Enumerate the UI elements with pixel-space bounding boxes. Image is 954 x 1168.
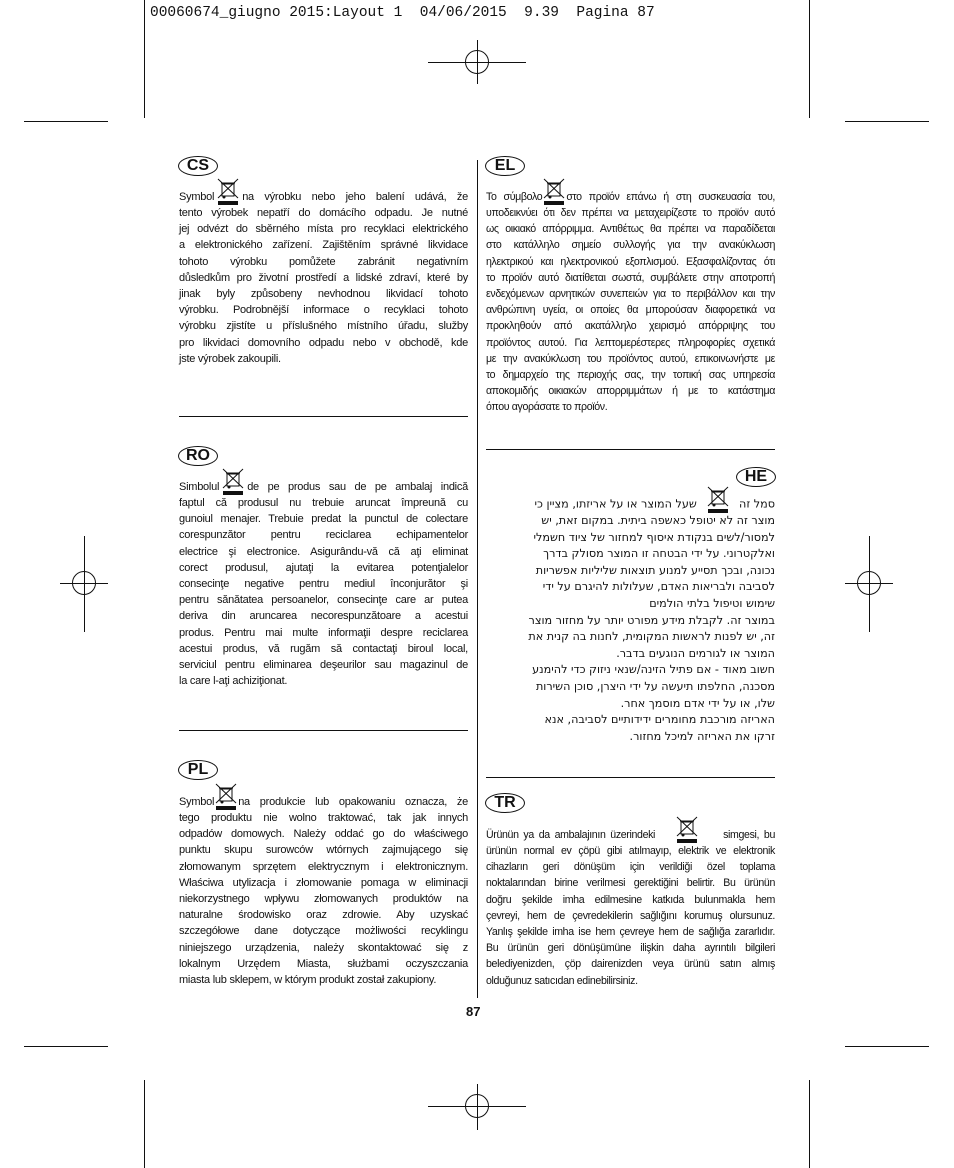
text-line: corect produsul, ajutaţi la evitarea potenţialelor (179, 561, 468, 574)
section-divider (486, 777, 775, 778)
text-line: במוצר זה. לקבלת מידע מפורט יותר על מחזור מוצר (528, 613, 775, 627)
text-line: המוצר או לגורמים הנוגעים בדבר. (616, 646, 775, 660)
language-badge-ro: RO (178, 446, 218, 466)
text-line: produs. Pentru mai multe informaţii despre reciclarea (179, 626, 468, 639)
text-line: το δημαρχείο της περιοχής σας, την τοπική σας υπηρεσία (486, 369, 775, 382)
text-line: ואלקטרוני. על ידי הבטחה זו המוצר מסולק בדרך (543, 547, 775, 561)
language-badge-tr: TR (485, 793, 525, 813)
text-line: υποδεικνύει ότι δεν πρέπει να μεταχειρίζεστε το προϊόν αυτό (486, 207, 775, 219)
text-line: la care l-aţi achiziţionat. (179, 675, 288, 688)
text-line: důsledkům pro životní prostředí a lidské zdraví, které by (179, 271, 468, 284)
text-line: odpadów domowych. Należy oddać go do właściwego (179, 828, 468, 841)
text-line: ürünün normal ev çöpü gibi atılmayıp, elektrik ve elektronik (486, 845, 775, 857)
section-divider (486, 449, 775, 450)
text-line: çevreyi, hem de çevredekilerin sağlığını korumuş olursunuz. (486, 909, 775, 922)
text-line: lokalnym Urzędem Miasta, służbami oczyszczania (179, 957, 468, 970)
text-line: miasta lub sklepem, w którym produkt został zakupiony. (179, 974, 437, 987)
text-line: למסור/לשים בנקודת איסוף למחזור של ציוד חשמלי (533, 530, 775, 544)
section-tr (486, 815, 775, 989)
text-line: tento výrobek nepatří do domácího odpadu. Je nutné (179, 207, 468, 219)
text-line: electrice şi electronice. Asigurându-vă că aţi eliminat (179, 545, 468, 558)
text-line: שימוש וטיפול בלתי הולמים (649, 596, 775, 610)
text-line: niekorzystnego wpływu złomowanych produktów na (179, 893, 468, 906)
text-line: Bu ürünün geri dönüşümüne ilişkin daha ayrıntılı bilgileri (486, 942, 775, 955)
text-line: olduğunuz satıcıdan edinebilirsiniz. (486, 974, 638, 987)
text-line: חשוב מאוד - אם פתיל הזינה/שנאי ניזוק כדי להימנע (532, 663, 775, 677)
language-badge-pl: PL (178, 760, 218, 780)
column-divider (477, 160, 478, 998)
text-line: Właściwa utylizacja i złomowanie pomaga w eliminacji (179, 876, 468, 889)
crossed-out-wheelie-bin-icon (706, 485, 730, 513)
section-el (486, 177, 775, 416)
language-badge-el: EL (485, 156, 525, 176)
text-line: naturalne środowisko oraz zdrowie. Aby uzyskać (179, 909, 468, 922)
text-line: deriva din aruncarea necorespunzătoare a acestui (179, 610, 468, 623)
text-line: punktu skupu surowców wtórnych zajmującego się (179, 844, 468, 857)
text-line: výrobku. Podrobnější informace o recyklaci tohoto (179, 304, 468, 317)
crossed-out-wheelie-bin-icon (675, 815, 699, 843)
text-line: נכונה, ובכך תסייע למנוע תוצאות שליליות אפשריות (535, 563, 775, 577)
text-line: όπου αγοράσατε το προϊόν. (486, 401, 608, 414)
text-line: acestui produs, vă rugăm să contactaţi biroul local, (179, 642, 468, 655)
he-first-line: סמל זה שעל המוצר או על אריזתו, מציין כי (486, 485, 775, 513)
text-line: ως οικιακό απόρριμμα. Αντιθέτως θα πρέπει να παραδίδεται (486, 223, 775, 236)
text-line: מסכנה, החלפתו תיעשה על ידי היצרן, סוכן השירות (535, 679, 775, 693)
text-line: ενδεχόμενων αρνητικών συνεπειών για το περιβάλλον και την (486, 288, 775, 301)
text-line: jinak byly způsobeny nevhodnou likvidací tohoto (179, 288, 468, 301)
text-line: מוצר זה לא יטופל כאשפה ביתית. במקום זאת, יש (541, 514, 775, 527)
text-line: לסביבה ולבריאות האדם, שעלולות להיגרם על ידי (542, 580, 775, 594)
crop-registration-mark-icon (465, 50, 489, 74)
text-line: corespunzător pentru reciclarea echipamentelor (179, 529, 468, 542)
text-line: cihazların geri dönüşüm için verildiği özel toplama (486, 861, 775, 874)
text-line: tego produktu nie wolno traktować, tak jak innych (179, 812, 468, 824)
tr-first-line: Ürünün ya da ambalajının üzerindeki simgesi, bu (486, 815, 775, 843)
crop-registration-mark-icon (72, 571, 96, 595)
section-he (486, 485, 775, 745)
text-line: faptul că produsul nu trebuie aruncat împreună cu (179, 497, 468, 509)
section-divider (179, 730, 468, 731)
text-line: serviciul pentru eliminarea deşeurilor sau magazinul de (179, 659, 468, 672)
section-pl (179, 782, 468, 988)
text-line: שלו, או על ידי אדם מוסמך אחר. (620, 696, 775, 710)
text-line: με την ανακύκλωση του προϊόντος αυτού, επικοινωνήστε με (486, 352, 775, 365)
el-first-line: Το σύμβολο στο προϊόν επάνω ή στη συσκευασία του, (486, 177, 775, 205)
text-line: consecinţe negative pentru mediul înconjurător şi (179, 578, 468, 591)
text-line: Yanlış şekilde imha ise hem çevreye hem de sağlığa zararlıdır. (486, 926, 775, 939)
language-badge-he: HE (736, 467, 776, 487)
crop-registration-mark-icon (857, 571, 881, 595)
section-cs (179, 177, 468, 367)
text-line: προϊόντος αυτού. Για λεπτομερέστερες πληροφορίες σχετικά (486, 336, 775, 349)
cs-first-line: Symbol na výrobku nebo jeho balení udává, že (179, 177, 468, 205)
text-line: ηλεκτρικού και ηλεκτρονικού εξοπλισμού. Εξασφαλίζοντας ότι (486, 255, 775, 268)
text-line: a elektronického zařízení. Zajištěním správné likvidace (179, 239, 468, 252)
section-ro (179, 467, 468, 689)
crop-registration-mark-icon (465, 1094, 489, 1118)
text-line: זה, יש לפנות לראשות המקומית, לחנות בה קנית את (528, 630, 775, 644)
text-line: doğru şekilde imha edilmesine katkıda bulunmakla hem (486, 893, 775, 906)
text-line: złomowanym sprzętem elektrycznym i elektronicznym. (179, 860, 468, 873)
crossed-out-wheelie-bin-icon (221, 467, 245, 495)
crossed-out-wheelie-bin-icon (214, 782, 238, 810)
section-divider (179, 416, 468, 417)
page-number: 87 (466, 1004, 481, 1019)
ro-first-line: Simbolul de pe produs sau de pe ambalaj indică (179, 467, 468, 495)
text-line: gunoiul menajer. Trebuie predat la punctul de colectare (179, 513, 468, 526)
text-line: jej odvézt do sběrného místa pro recyklaci elektrického (179, 223, 468, 236)
text-line: szczegółowe dane dotyczące możliwości recyklingu (179, 925, 468, 938)
text-line: αποκομιδής οικιακών απορριμμάτων ή με το κατάστημα (486, 385, 775, 398)
text-line: jste výrobek zakoupili. (179, 352, 281, 365)
text-line: belediyenizden, çöp dairenizden veya ürünü satın almış (486, 958, 775, 971)
crossed-out-wheelie-bin-icon (216, 177, 240, 205)
text-line: το προϊόν αυτό διατίθεται σωστά, συμβάλετε στην αποτροπή (486, 271, 775, 284)
print-slug-header: 00060674_giugno 2015:Layout 1 04/06/2015 9.39 Pagina 87 (150, 5, 655, 21)
text-line: στο κατάλληλο σημείο συλλογής για την ανακύκλωση (486, 239, 775, 252)
text-line: tohoto výrobku pomůžete zabránit negativním (179, 255, 468, 268)
language-badge-cs: CS (178, 156, 218, 176)
text-line: noktalarından birine verilmesi gerektiğini belirtir. Bu ürünün (486, 877, 775, 890)
text-line: προκληθούν από ακατάλληλο χειρισμό απόρριψης του (486, 320, 775, 333)
text-line: niniejszego urządzenia, należy skontaktować się z (179, 941, 468, 954)
text-line: ανθρώπινη υγεία, οι οποίες θα μπορούσαν διαφορετικά να (486, 304, 775, 317)
text-line: זרקו את האריזה למיכל מחזור. (629, 729, 775, 743)
text-line: pentru sănătatea persoanelor, consecinţe care ar putea (179, 594, 468, 607)
text-line: האריזה מורכבת מחומרים ידידותיים לסביבה, אנא (544, 713, 775, 727)
text-line: pro likvidaci domovního odpadu nebo v obchodě, kde (179, 336, 468, 349)
pl-first-line: Symbol na produkcie lub opakowaniu oznacza, że (179, 782, 468, 810)
crossed-out-wheelie-bin-icon (542, 177, 566, 205)
text-line: výrobku zjistíte u příslušného místního úřadu, služby (179, 320, 468, 333)
